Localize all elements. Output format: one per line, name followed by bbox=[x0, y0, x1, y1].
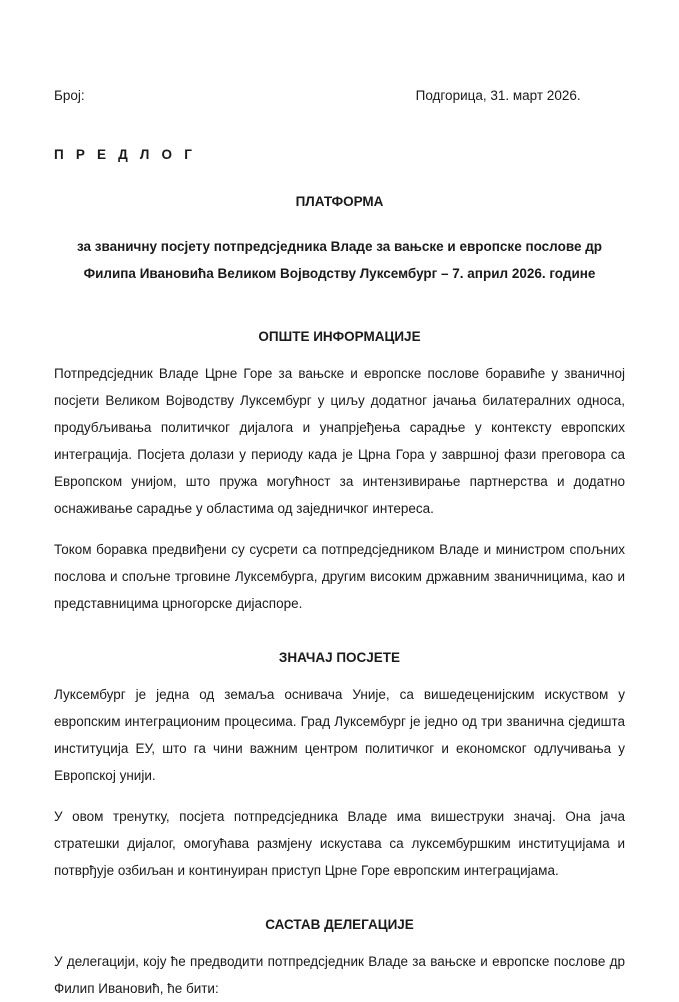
page-subtitle-line-2: Филипа Ивановића Великом Војводству Луксембург – 7. април 2026. године bbox=[83, 265, 596, 281]
section-heading-delegation-composition: САСТАВ ДЕЛЕГАЦИЈЕ bbox=[265, 916, 414, 932]
page-title: ПЛАТФОРМА bbox=[295, 194, 384, 210]
document-content bbox=[54, 0, 625, 1002]
delegation-paragraph-1: У делегацији, коју ће предводити потпредсједник Владе за вањске и европске послове др Филип Ивановић, ће бити: bbox=[54, 954, 625, 997]
general-information-paragraph-1: Потпредсједник Владе Црне Горе за вањске и европске послове боравиће у званичној посјети Великом Војводству Луксембург у циљу додатног јачања билатералних односа, продубљивања политичког дијалога и унапрјеђења сарадње у контексту европских интеграција. Посјета долази у периоду када је Црна Гора у завршној фази преговора са Европском унијом, што пружа могућност за интензивирање партнерства и додатно оснаживање сарадње у областима од заједничког интереса. bbox=[54, 365, 625, 516]
visit-significance-paragraph-1: Луксембург је једна од земаља оснивача Уније, са вишедеценијским искуством у европским интеграционим процесима. Град Луксембург је једно од три званична сједишта институција ЕУ, што га чини важним центром политичког и економског одлучивања у Европској унији. bbox=[54, 686, 625, 783]
document-number-label: Број: bbox=[54, 88, 85, 103]
place-and-date: Подгорица, 31. март 2026. bbox=[415, 88, 581, 103]
general-information-paragraph-2: Током боравка предвиђени су сусрети са потпредсједником Владе и министром спољних послова и спољне трговине Луксембурга, другим високим државним званичницима, као и представницима црногорске дијаспоре. bbox=[54, 541, 625, 611]
section-heading-visit-significance: ЗНАЧАЈ ПОСЈЕТЕ bbox=[278, 649, 401, 665]
section-heading-general-information: ОПШТЕ ИНФОРМАЦИЈЕ bbox=[258, 328, 421, 344]
visit-significance-paragraph-2: У овом тренутку, посјета потпредсједника Владе има вишеструки значај. Она јача стратешки дијалог, омогућава размјену искустава са луксембуршким институцијама и потврђује озбиљан и континуиран приступ Црне Горе европским интеграцијама. bbox=[54, 808, 625, 878]
page-subtitle-line-1: за званичну посјету потпредсједника Владе за вањске и европске послове др bbox=[76, 238, 603, 254]
page-subtitle bbox=[76, 233, 603, 287]
proposal-keyword: П Р Е Д Л О Г bbox=[54, 147, 197, 163]
document-header-line bbox=[54, 0, 625, 104]
